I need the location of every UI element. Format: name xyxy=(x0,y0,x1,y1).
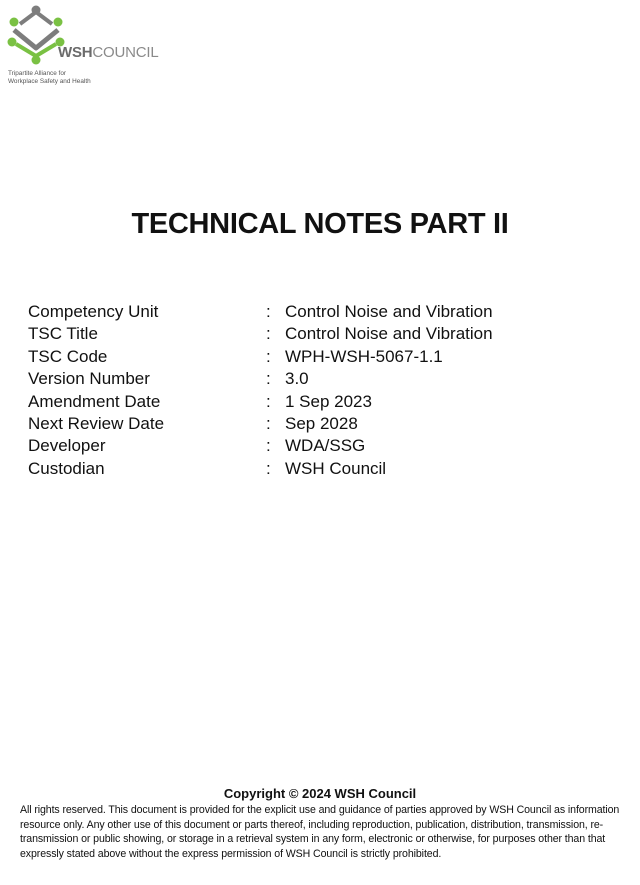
detail-row-version-number xyxy=(28,368,588,390)
detail-value: Sep 2028 xyxy=(285,413,358,433)
logo-wordmark-light: COUNCIL xyxy=(92,44,159,61)
detail-label: Developer xyxy=(28,436,106,456)
detail-label: Version Number xyxy=(28,369,150,389)
detail-separator: : xyxy=(266,413,271,433)
detail-label: TSC Title xyxy=(28,324,98,344)
logo-wordmark xyxy=(58,44,159,61)
detail-value: Control Noise and Vibration xyxy=(285,302,493,321)
detail-separator: : xyxy=(266,458,271,478)
detail-separator: : xyxy=(266,346,271,366)
logo-tagline-line1: Tripartite Alliance for xyxy=(8,70,67,77)
detail-row-custodian xyxy=(28,458,588,480)
detail-label: Custodian xyxy=(28,458,105,478)
detail-value: WPH-WSH-5067-1.1 xyxy=(285,346,443,366)
wsh-council-logo xyxy=(6,4,176,90)
detail-separator: : xyxy=(266,436,271,456)
logo-tagline xyxy=(8,70,91,86)
detail-row-developer xyxy=(28,435,588,457)
detail-separator: : xyxy=(266,324,271,344)
detail-label: TSC Code xyxy=(28,346,108,366)
detail-separator: : xyxy=(266,391,271,411)
detail-separator: : xyxy=(266,369,271,389)
detail-value: WDA/SSG xyxy=(285,436,366,456)
copyright-heading: Copyright © 2024 WSH Council xyxy=(223,786,417,801)
detail-row-tsc-title xyxy=(28,323,588,345)
detail-row-tsc-code xyxy=(28,346,588,368)
copyright-notice: All rights reserved. This document is provided for the explicit use and guidance of parties approved by WSH Council as information resource only. Any other use of this document or parts thereof, including reproduction, publication, distribution, transmission, re-transmission or public showing, or storage in a retrieval system in any form, electronic or otherwise, for purposes other than that expressly stated above without the express permission of WSH Council is strictly prohibited. xyxy=(20,804,620,860)
wsh-logo-icon xyxy=(6,4,66,68)
detail-value: Control Noise and Vibration xyxy=(285,324,493,344)
detail-row-amendment-date xyxy=(28,391,588,413)
detail-label: Competency Unit xyxy=(28,302,159,321)
detail-value: 3.0 xyxy=(285,369,309,389)
logo-wordmark-bold: WSH xyxy=(58,44,93,61)
logo-tagline-line2: Workplace Safety and Health xyxy=(8,78,91,85)
details-table xyxy=(28,301,588,480)
detail-value: WSH Council xyxy=(285,458,387,478)
detail-separator: : xyxy=(266,302,271,321)
detail-row-next-review-date xyxy=(28,413,588,435)
detail-value: 1 Sep 2023 xyxy=(285,391,372,411)
detail-label: Amendment Date xyxy=(28,391,161,411)
detail-label: Next Review Date xyxy=(28,413,165,433)
detail-row-competency-unit xyxy=(28,301,588,323)
page-title: TECHNICAL NOTES PART II xyxy=(131,208,509,240)
